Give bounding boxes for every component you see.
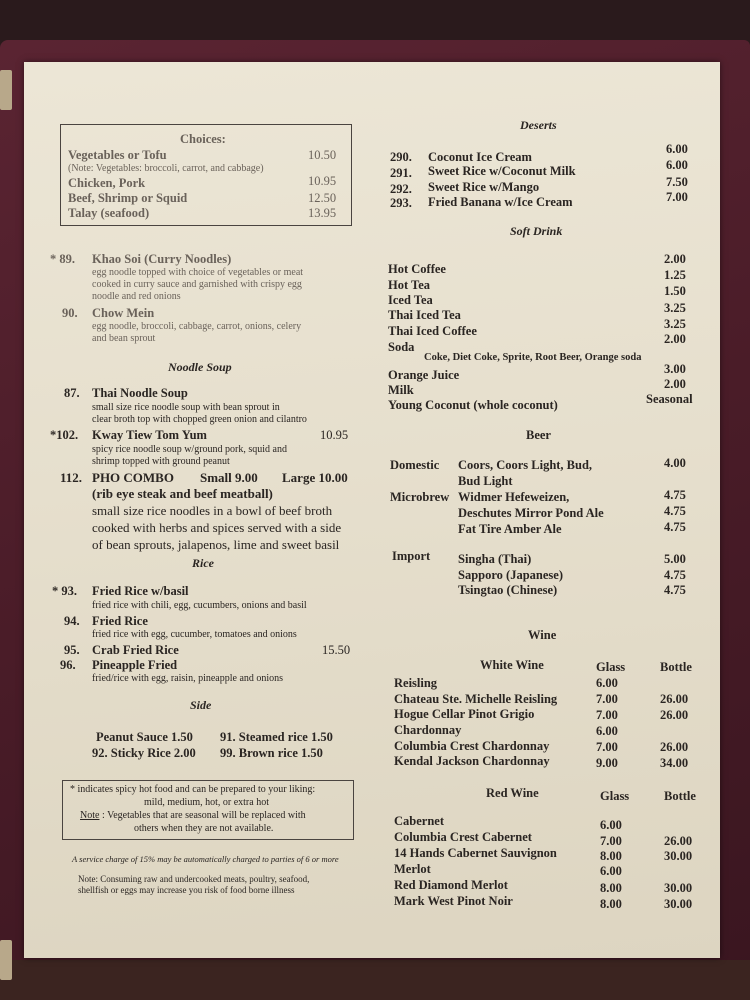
item-number: 290. [390,150,412,164]
beer-price: 4.75 [664,583,686,597]
beer-name: Sapporo (Japanese) [458,568,563,582]
wine-bottle-price: 30.00 [664,897,693,911]
glass-header: Glass [600,789,630,803]
drink-name: Hot Coffee [388,262,446,276]
choices-title: Choices: [180,132,226,146]
wine-name: Chateau Ste. Michelle Reisling [394,692,558,706]
beer-name: Tsingtao (Chinese) [458,583,558,597]
wine-glass-price: 6.00 [596,724,618,738]
item-desc: egg noodle, broccoli, cabbage, carrot, onions, celery [92,321,302,332]
wine-name: Merlot [394,862,431,876]
beer-price: 4.75 [664,488,686,502]
wine-glass-price: 7.00 [596,708,618,722]
food-safety-note: Note: Consuming raw and undercooked meats, poultry, seafood, [78,874,310,884]
notice-line: * indicates spicy hot food and can be prepared to your liking: [70,784,316,795]
beer-price: 5.00 [664,552,686,566]
beer-category: Import [392,549,431,563]
item-name: Fried Rice w/basil [92,584,189,598]
item-name: Fried Rice [92,614,148,628]
wine-glass-price: 8.00 [600,881,622,895]
item-number: * 93. [52,584,77,598]
wine-name: Chardonnay [394,723,462,737]
item-number: 96. [60,658,76,672]
item-number: * 89. [50,252,75,266]
drink-name: Thai Iced Tea [388,308,461,322]
drink-price: 1.50 [664,284,686,298]
choice-price: 13.95 [308,206,337,220]
beer-category: Domestic [390,458,440,472]
section-title-rice: Rice [192,556,214,570]
wine-glass-price: 8.00 [600,849,622,863]
wine-glass-price: 6.00 [600,864,622,878]
item-name: Crab Fried Rice [92,643,179,657]
pho-small-price: Small 9.00 [200,470,258,485]
beer-name: Singha (Thai) [458,552,532,566]
beer-category: Microbrew [390,490,450,504]
drink-name: Soda [388,340,415,354]
drink-price: 3.25 [664,301,686,315]
drink-price: 2.00 [664,377,686,391]
drink-price: 3.25 [664,317,686,331]
drink-name: Iced Tea [388,293,433,307]
item-desc: fried rice with egg, cucumber, tomatoes and onions [92,629,297,640]
wine-name: 14 Hands Cabernet Sauvignon [394,846,557,860]
item-name: Chow Mein [92,306,155,320]
item-desc: cooked with herbs and spices served with a side [92,520,342,535]
item-desc: spicy rice noodle soup w/ground pork, squid and [92,444,287,455]
beer-name: Deschutes Mirror Pond Ale [458,506,604,520]
side-item: Peanut Sauce 1.50 [96,730,193,744]
wine-glass-price: 6.00 [596,676,618,690]
item-desc: and bean sprout [92,333,156,344]
item-number: 292. [390,182,412,196]
wine-name: Mark West Pinot Noir [394,894,513,908]
bottle-header: Bottle [660,660,692,674]
item-desc: egg noodle topped with choice of vegetables or meat [92,267,304,278]
drink-name: Orange Juice [388,368,460,382]
item-desc: fried rice with chili, egg, cucumbers, onions and basil [92,600,307,611]
drink-price: 3.00 [664,362,686,376]
table-surface [0,960,750,1000]
section-title-wine: Wine [528,628,557,642]
wine-name: Columbia Crest Chardonnay [394,739,550,753]
beer-price: 4.75 [664,504,686,518]
item-desc: small size rice noodle soup with bean sprout in [92,402,280,413]
choice-name: Chicken, Pork [68,176,146,190]
drink-price: 1.25 [664,268,686,282]
beer-name: Coors, Coors Light, Bud, [458,458,593,472]
wine-name: Reisling [394,676,438,690]
choice-price: 10.95 [308,174,337,188]
wine-bottle-price: 26.00 [660,708,689,722]
item-number: 95. [64,643,80,657]
menu-page [24,62,720,958]
soda-list: Coke, Diet Coke, Sprite, Root Beer, Orange soda [424,352,642,363]
wine-glass-price: 7.00 [600,834,622,848]
item-desc: of bean sprouts, jalapenos, lime and sweet basil [92,537,340,552]
food-safety-note: shellfish or eggs may increase you risk of food borne illness [78,885,295,895]
wine-bottle-price: 26.00 [660,740,689,754]
drink-price: 2.00 [664,252,686,266]
beer-price: 4.75 [664,568,686,582]
item-desc: cooked in curry sauce and garnished with crispy egg [92,279,302,290]
item-price: 10.95 [320,428,349,442]
item-name: Thai Noodle Soup [92,386,188,400]
section-title-beer: Beer [526,428,551,442]
item-name: Coconut Ice Cream [428,150,532,164]
notice-line: : Vegetables that are seasonal will be replaced with [102,810,306,821]
beer-price: 4.00 [664,456,686,470]
drink-name: Milk [388,383,414,397]
choice-price: 10.50 [308,148,337,162]
item-name: Fried Banana w/Ice Cream [428,195,573,209]
item-name: Kway Tiew Tom Yum [92,428,207,442]
wine-glass-price: 7.00 [596,692,618,706]
wine-bottle-price: 30.00 [664,849,693,863]
white-wine-title: White Wine [480,658,544,672]
choice-name: Beef, Shrimp or Squid [68,191,188,205]
item-desc: shrimp topped with ground peanut [92,456,230,467]
item-price: 15.50 [322,643,351,657]
item-name: Sweet Rice w/Mango [428,180,540,194]
notice-note-label: Note [80,810,100,821]
side-item: 92. Sticky Rice 2.00 [92,746,196,760]
pho-large-price: Large 10.00 [282,470,348,485]
wine-glass-price: 8.00 [600,897,622,911]
beer-name: Widmer Hefeweizen, [458,490,570,504]
section-title-noodle-soup: Noodle Soup [168,360,232,374]
item-name: Pineapple Fried [92,658,178,672]
beer-name: Bud Light [458,474,513,488]
wine-glass-price: 6.00 [600,818,622,832]
item-desc: clear broth top with chopped green onion and cilantro [92,414,307,425]
item-name: PHO COMBO [92,470,174,485]
wine-name: Columbia Crest Cabernet [394,830,532,844]
service-charge-note: A service charge of 15% may be automatically charged to parties of 6 or more [72,854,339,864]
wine-bottle-price: 34.00 [660,756,689,770]
section-title-soft-drink: Soft Drink [510,224,563,238]
drink-name: Thai Iced Coffee [388,324,477,338]
binder-ring-bottom [0,940,12,980]
pho-subtitle: (rib eye steak and beef meatball) [92,486,273,501]
wine-bottle-price: 26.00 [660,692,689,706]
side-item: 99. Brown rice 1.50 [220,746,323,760]
item-number: 87. [64,386,80,400]
wine-name: Cabernet [394,814,444,828]
binder-ring-top [0,70,12,110]
choice-name: Vegetables or Tofu [68,148,167,162]
side-item: 91. Steamed rice 1.50 [220,730,333,744]
wine-glass-price: 7.00 [596,740,618,754]
glass-header: Glass [596,660,626,674]
item-number: 291. [390,166,412,180]
choice-name: Talay (seafood) [68,206,150,220]
item-price: 7.00 [666,190,688,204]
item-desc: fried/rice with egg, raisin, pineapple and onions [92,673,284,684]
drink-name: Hot Tea [388,278,431,292]
wine-bottle-price: 30.00 [664,881,693,895]
item-desc: small size rice noodles in a bowl of beef broth [92,503,333,518]
item-desc: noodle and red onions [92,291,181,302]
bottle-header: Bottle [664,789,696,803]
item-price: 6.00 [666,158,688,172]
wine-bottle-price: 26.00 [664,834,693,848]
wine-glass-price: 9.00 [596,756,618,770]
drink-name: Young Coconut (whole coconut) [388,398,558,412]
item-number: 90. [62,306,78,320]
item-number: 112. [60,470,83,485]
wine-name: Red Diamond Merlot [394,878,508,892]
choice-note: (Note: Vegetables: broccoli, carrot, and cabbage) [68,163,264,174]
drink-price: 2.00 [664,332,686,346]
item-number: *102. [50,428,79,442]
red-wine-title: Red Wine [486,786,539,800]
drink-price: Seasonal [646,392,693,406]
section-title-deserts: Deserts [520,118,557,132]
notice-line: mild, medium, hot, or extra hot [144,797,269,808]
wine-name: Hogue Cellar Pinot Grigio [394,707,535,721]
wine-name: Kendal Jackson Chardonnay [394,754,550,768]
beer-price: 4.75 [664,520,686,534]
section-title-side: Side [190,698,212,712]
item-number: 293. [390,196,412,210]
choice-price: 12.50 [308,191,337,205]
item-price: 6.00 [666,142,688,156]
item-number: 94. [64,614,80,628]
item-name: Khao Soi (Curry Noodles) [92,252,232,266]
item-price: 7.50 [666,175,688,189]
notice-line: others when they are not available. [134,823,274,834]
item-name: Sweet Rice w/Coconut Milk [428,164,576,178]
beer-name: Fat Tire Amber Ale [458,522,562,536]
